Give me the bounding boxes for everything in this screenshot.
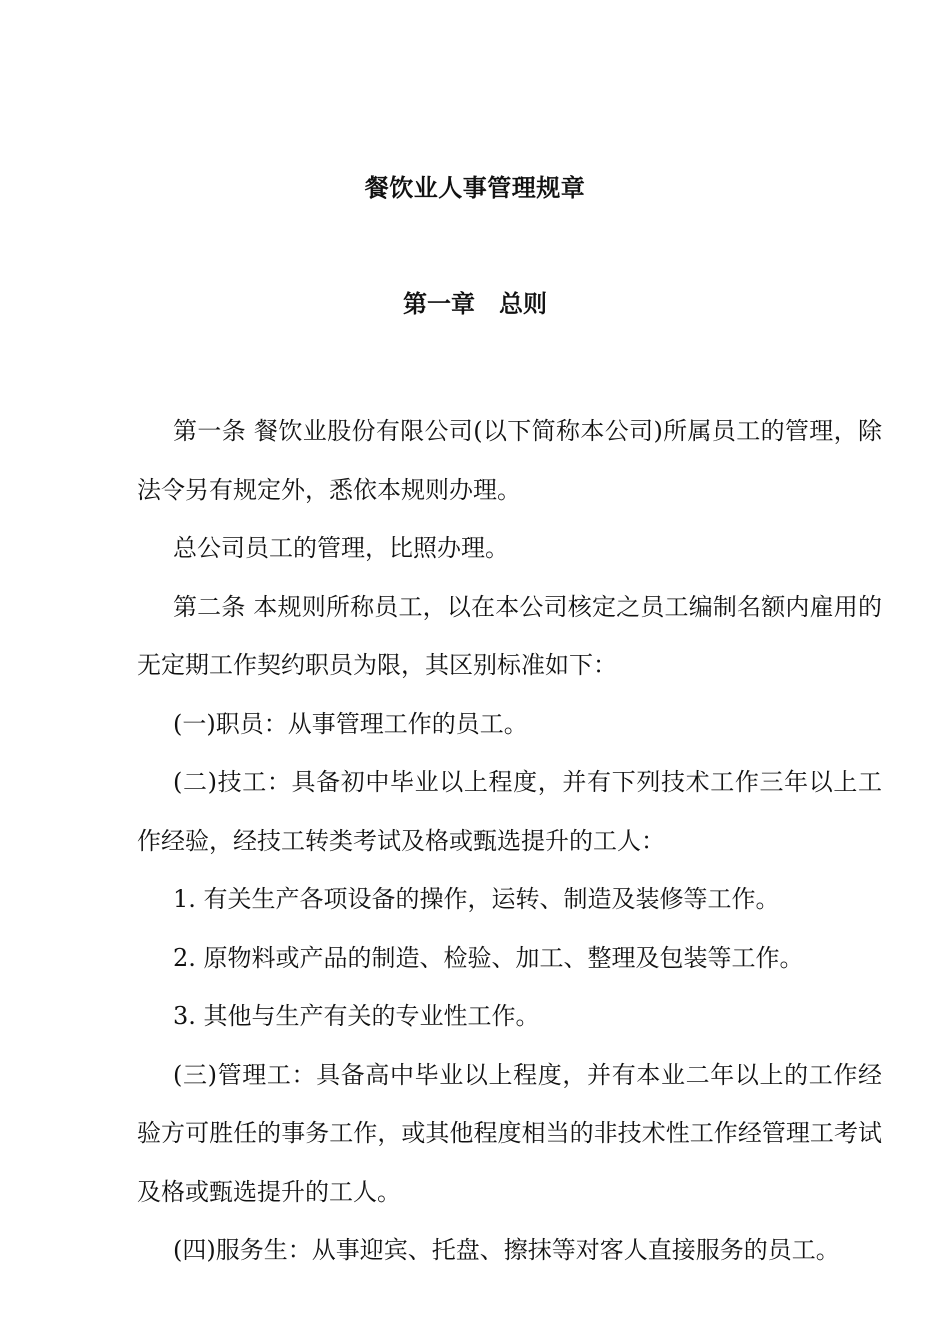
paragraph-management-worker: (三)管理工：具备高中毕业以上程度，并有本业二年以上的工作经验方可胜任的事务工作，或其他程度相当的非技术性工作经管理工考试及格或甄选提升的工人。 [137,1060,882,1206]
paragraph-technician: (二)技工：具备初中毕业以上程度，并有下列技术工作三年以上工作经验，经技工转类考试及格或甄选提升的工人： [137,768,882,855]
chapter-heading: 第一章 总则 [403,289,547,318]
paragraph-article-1: 第一条 餐饮业股份有限公司(以下简称本公司)所属员工的管理，除法令另有规定外，悉依本规则办理。 [137,417,882,504]
paragraph-service-staff: (四)服务生：从事迎宾、托盘、擦抹等对客人直接服务的员工。 [173,1236,840,1264]
list-item-3: 3. 其他与生产有关的专业性工作。 [173,1002,540,1030]
list-item-1: 1. 有关生产各项设备的操作，运转、制造及装修等工作。 [173,885,780,913]
paragraph-head-office: 总公司员工的管理，比照办理。 [173,534,509,562]
document-title: 餐饮业人事管理规章 [364,173,586,202]
paragraph-article-2: 第二条 本规则所称员工，以在本公司核定之员工编制名额内雇用的无定期工作契约职员为限，其区别标准如下： [137,592,882,679]
document-body [137,402,882,1280]
list-item-2: 2. 原物料或产品的制造、检验、加工、整理及包装等工作。 [173,943,804,972]
paragraph-staff: (一)职员：从事管理工作的员工。 [173,709,528,738]
